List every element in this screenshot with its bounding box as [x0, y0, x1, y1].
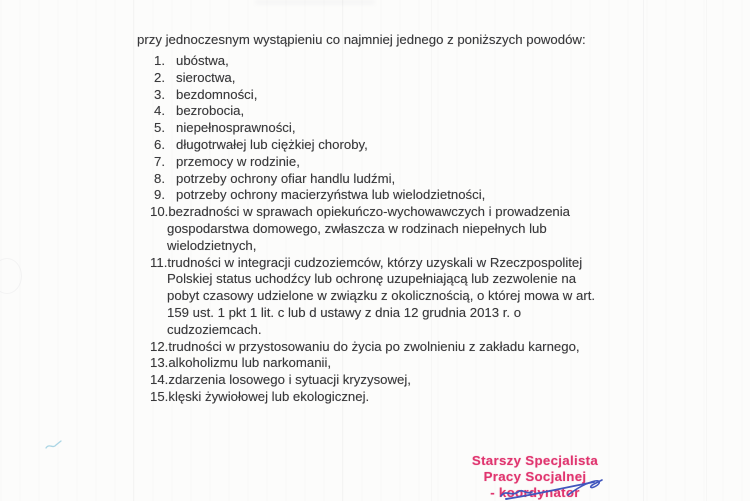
- list-item: [150, 187, 650, 204]
- list-item-text: długotrwałej lub ciężkiej choroby,: [176, 136, 368, 152]
- list-item: [150, 389, 650, 406]
- list-item-number: 7.: [154, 153, 165, 169]
- list-item-text: potrzeby ochrony ofiar handlu ludźmi,: [176, 170, 396, 186]
- list-item: [150, 103, 650, 120]
- list-item: [150, 137, 650, 154]
- list-item-text: pobyt czasowy udzielone w związku z okolicznością, o której mowa w art.: [167, 288, 596, 304]
- scan-artifact: [255, 0, 375, 4]
- list-item: [150, 154, 650, 171]
- list-item-text: wielodzietnych,: [167, 237, 257, 253]
- list-item-text: cudzoziemcach.: [167, 321, 262, 337]
- list-item-number: 12.: [150, 338, 169, 354]
- list-item-text: 159 ust. 1 pkt 1 lit. c lub d ustawy z dnia 12 grudnia 2013 r. o: [167, 304, 522, 320]
- reasons-list: [150, 53, 650, 406]
- signature-ink: [498, 478, 616, 501]
- list-item-text: trudności w integracji cudzoziemców, którzy uzyskali w Rzeczpospolitej: [167, 254, 583, 270]
- scan-artifact: [0, 258, 22, 294]
- list-item-number: 3.: [154, 86, 165, 102]
- list-item: [150, 120, 650, 137]
- list-item: [150, 204, 650, 254]
- list-item-number: 11.: [150, 254, 168, 270]
- list-item: [150, 53, 650, 70]
- list-item-text: gospodarstwa domowego, zwłaszcza w rodzinach niepełnych lub: [167, 220, 547, 236]
- list-item-text: niepełnosprawności,: [176, 120, 296, 136]
- list-item-number: 2.: [154, 69, 165, 85]
- list-item-number: 4.: [154, 103, 165, 119]
- list-item: [150, 70, 650, 87]
- list-item-number: 9.: [154, 187, 165, 203]
- stamp-line: Pracy Socjalnej: [483, 469, 587, 484]
- stamp-line: Starszy Specjalista: [471, 453, 599, 468]
- list-item-text: ubóstwa,: [176, 53, 229, 68]
- list-item: [150, 339, 650, 356]
- list-item-number: 10.: [150, 204, 169, 220]
- list-item-number: 8.: [154, 170, 165, 186]
- intro-paragraph: przy jednoczesnym wystąpieniu co najmniej jednego z poniższych powodów:: [137, 32, 586, 48]
- list-item: [150, 372, 650, 389]
- list-item-number: 5.: [154, 120, 165, 136]
- list-item: [150, 255, 650, 339]
- list-item: [150, 171, 650, 188]
- list-item-text: trudności w przystosowaniu do życia po zwolnieniu z zakładu karnego,: [168, 338, 580, 354]
- list-item-text: sieroctwa,: [176, 69, 236, 85]
- list-item-text: zdarzenia losowego i sytuacji kryzysowej,: [168, 372, 411, 388]
- scan-artifact: [706, 0, 707, 501]
- list-item-text: Polskiej status uchodźcy lub ochronę uzupełniającą lub zezwolenie na: [167, 271, 577, 287]
- list-item-number: 13.: [150, 355, 169, 371]
- list-item-text: bezradności w sprawach opiekuńczo-wychowawczych i prowadzenia: [168, 204, 571, 220]
- list-item-text: potrzeby ochrony macierzyństwa lub wielodzietności,: [176, 187, 486, 203]
- list-item-number: 15.: [150, 388, 169, 404]
- list-item: [150, 87, 650, 104]
- list-item-text: przemocy w rodzinie,: [176, 153, 300, 169]
- list-item-number: 1.: [154, 53, 165, 68]
- list-item-text: klęski żywiołowej lub ekologicznej.: [168, 388, 370, 404]
- list-item-text: alkoholizmu lub narkomanii,: [168, 355, 332, 371]
- list-item-text: bezdomności,: [176, 86, 258, 102]
- scan-artifact: [133, 0, 134, 501]
- list-item-number: 6.: [154, 136, 165, 152]
- ink-smudge: [43, 436, 65, 454]
- list-item: [150, 355, 650, 372]
- stamp-line: - koordynator: [490, 485, 580, 500]
- list-item-number: 14.: [150, 372, 169, 388]
- list-item-text: bezrobocia,: [176, 103, 245, 119]
